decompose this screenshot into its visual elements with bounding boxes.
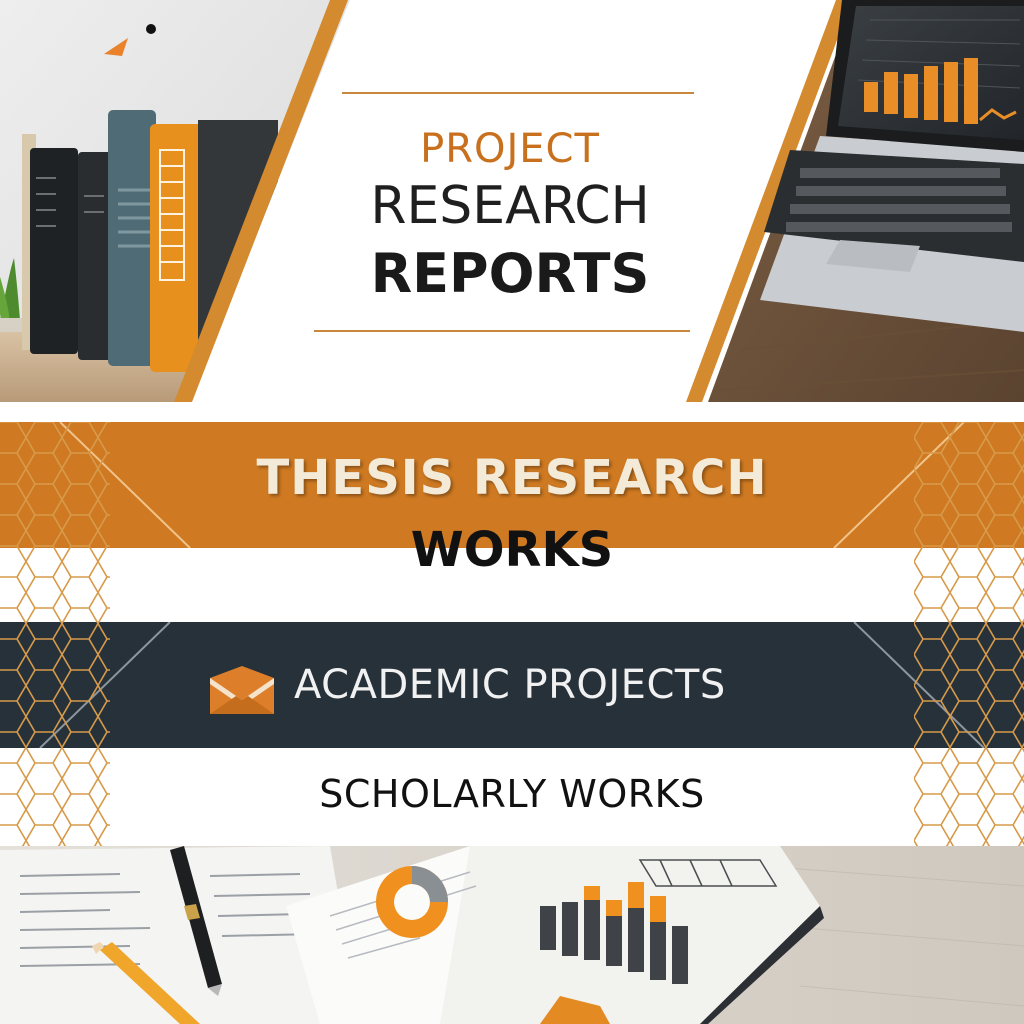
top-section [0, 0, 1024, 402]
title-rule-bottom [314, 330, 690, 332]
donut-chart [376, 866, 448, 938]
bottom-photo [0, 846, 1024, 1024]
academic-row [206, 660, 826, 724]
title-line-project: PROJECT [420, 126, 600, 172]
scholarly-heading: SCHOLARLY WORKS [319, 772, 705, 816]
band-gap [0, 402, 1024, 422]
academic-heading: ACADEMIC PROJECTS [294, 662, 726, 708]
works-heading: WORKS [410, 522, 614, 578]
dot-icon [144, 22, 160, 38]
title-line-research: RESEARCH [370, 176, 650, 236]
desk-scene [0, 846, 1024, 1024]
title-rule-top [342, 92, 694, 94]
envelope-icon [206, 664, 278, 722]
thesis-heading: THESIS RESEARCH [256, 450, 768, 506]
title-block [300, 90, 720, 340]
title-line-reports: REPORTS [370, 242, 650, 305]
